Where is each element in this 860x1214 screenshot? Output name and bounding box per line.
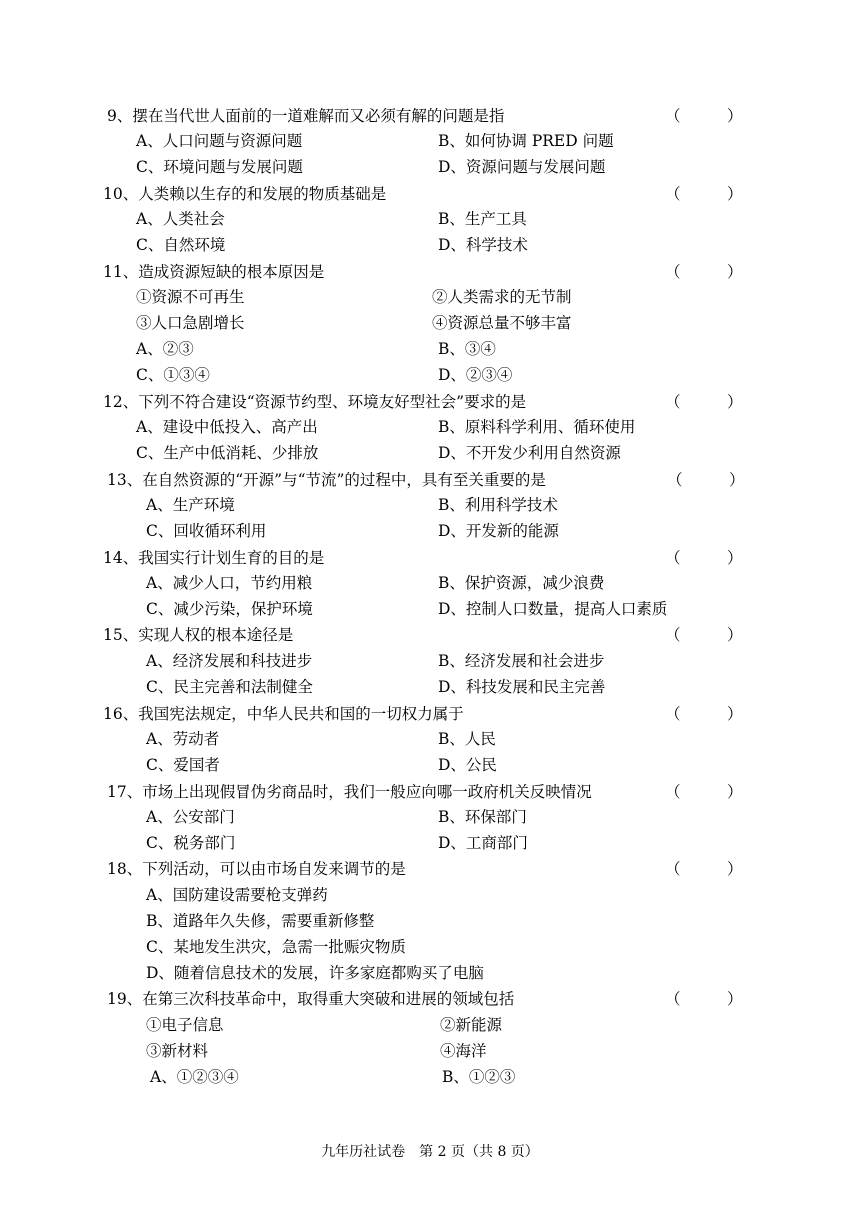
- question-19-option: B、①②③: [442, 1068, 516, 1086]
- question-12-option: A、建设中低投入、高产出: [136, 418, 318, 436]
- question-19-option: ④海洋: [440, 1042, 487, 1060]
- question-11-option: A、②③: [136, 340, 194, 358]
- question-11-option: ②人类需求的无节制: [432, 288, 572, 306]
- question-16-option: D、公民: [438, 756, 497, 774]
- question-15-option: D、科技发展和民主完善: [438, 678, 606, 696]
- page-footer: 九年历社试卷 第 2 页（共 8 页）: [321, 1144, 539, 1160]
- question-15-stem: 15、实现人权的根本途径是: [103, 626, 294, 644]
- question-16-answer-blank: （ ）: [665, 705, 743, 723]
- question-9-stem: 9、摆在当代世人面前的一道难解而又必须有解的问题是指: [107, 107, 505, 125]
- question-11-option: ①资源不可再生: [136, 288, 245, 306]
- question-10-option: D、科学技术: [438, 236, 528, 254]
- question-12-stem: 12、下列不符合建设“资源节约型、环境友好型社会”要求的是: [103, 393, 527, 411]
- question-12-option: C、生产中低消耗、少排放: [136, 444, 319, 462]
- question-19-option: ③新材料: [146, 1042, 209, 1060]
- question-14-option: C、减少污染，保护环境: [146, 600, 313, 618]
- question-17-option: D、工商部门: [438, 834, 528, 852]
- question-13-answer-blank: （ ）: [667, 471, 745, 489]
- question-16-option: A、劳动者: [146, 730, 220, 748]
- question-19-stem: 19、在第三次科技革命中，取得重大突破和进展的领域包括: [107, 990, 515, 1008]
- question-12-option: D、不开发少利用自然资源: [438, 444, 621, 462]
- question-10-option: B、生产工具: [438, 210, 527, 228]
- question-11-option: ④资源总量不够丰富: [432, 314, 572, 332]
- question-18-stem: 18、下列活动，可以由市场自发来调节的是: [107, 860, 406, 878]
- question-11-stem: 11、造成资源短缺的根本原因是: [103, 263, 325, 281]
- question-11-option: D、②③④: [438, 366, 513, 384]
- question-11-option: C、①③④: [136, 366, 210, 384]
- question-12-option: B、原料科学利用、循环使用: [438, 418, 636, 436]
- question-19-option: ①电子信息: [146, 1016, 224, 1034]
- question-19-option: A、①②③④: [150, 1068, 239, 1086]
- question-11-option: ③人口急剧增长: [136, 314, 245, 332]
- question-9-option: A、人口问题与资源问题: [136, 132, 303, 150]
- question-13-option: D、开发新的能源: [438, 522, 559, 540]
- question-14-option: D、控制人口数量，提高人口素质: [438, 600, 668, 618]
- question-15-option: A、经济发展和科技进步: [146, 652, 313, 670]
- question-15-option: C、民主完善和法制健全: [146, 678, 313, 696]
- question-14-option: A、减少人口，节约用粮: [146, 574, 313, 592]
- question-9-answer-blank: （ ）: [665, 107, 743, 125]
- question-17-stem: 17、市场上出现假冒伪劣商品时，我们一般应向哪一政府机关反映情况: [107, 783, 592, 801]
- question-13-stem: 13、在自然资源的“开源”与“节流”的过程中，具有至关重要的是: [107, 471, 546, 489]
- question-12-answer-blank: （ ）: [665, 393, 743, 411]
- question-13-option: B、利用科学技术: [438, 496, 558, 514]
- question-14-option: B、保护资源，减少浪费: [438, 574, 605, 592]
- question-16-stem: 16、我国宪法规定，中华人民共和国的一切权力属于: [103, 705, 464, 723]
- question-10-option: A、人类社会: [136, 210, 225, 228]
- question-11-answer-blank: （ ）: [665, 263, 743, 281]
- question-15-answer-blank: （ ）: [665, 626, 743, 644]
- question-18-option: C、某地发生洪灾，急需一批赈灾物质: [146, 938, 406, 956]
- question-9-option: D、资源问题与发展问题: [438, 158, 606, 176]
- question-15-option: B、经济发展和社会进步: [438, 652, 605, 670]
- question-14-answer-blank: （ ）: [665, 549, 743, 567]
- question-19-answer-blank: （ ）: [665, 990, 743, 1008]
- question-13-option: C、回收循环利用: [146, 522, 267, 540]
- question-17-answer-blank: （ ）: [665, 783, 743, 801]
- question-13-option: A、生产环境: [146, 496, 235, 514]
- question-16-option: C、爱国者: [146, 756, 220, 774]
- question-16-option: B、人民: [438, 730, 496, 748]
- question-18-answer-blank: （ ）: [665, 860, 743, 878]
- question-10-answer-blank: （ ）: [665, 185, 743, 203]
- question-17-option: C、税务部门: [146, 834, 236, 852]
- question-17-option: B、环保部门: [438, 808, 527, 826]
- question-9-option: B、如何协调 PRED 问题: [438, 132, 614, 150]
- question-10-stem: 10、人类赖以生存的和发展的物质基础是: [103, 185, 387, 203]
- question-18-option: A、国防建设需要枪支弹药: [146, 886, 328, 904]
- question-10-option: C、自然环境: [136, 236, 226, 254]
- question-17-option: A、公安部门: [146, 808, 235, 826]
- question-18-option: D、随着信息技术的发展，许多家庭都购买了电脑: [146, 964, 484, 982]
- question-9-option: C、环境问题与发展问题: [136, 158, 303, 176]
- question-19-option: ②新能源: [440, 1016, 503, 1034]
- question-18-option: B、道路年久失修，需要重新修整: [146, 912, 375, 930]
- question-14-stem: 14、我国实行计划生育的目的是: [103, 549, 325, 567]
- question-11-option: B、③④: [438, 340, 496, 358]
